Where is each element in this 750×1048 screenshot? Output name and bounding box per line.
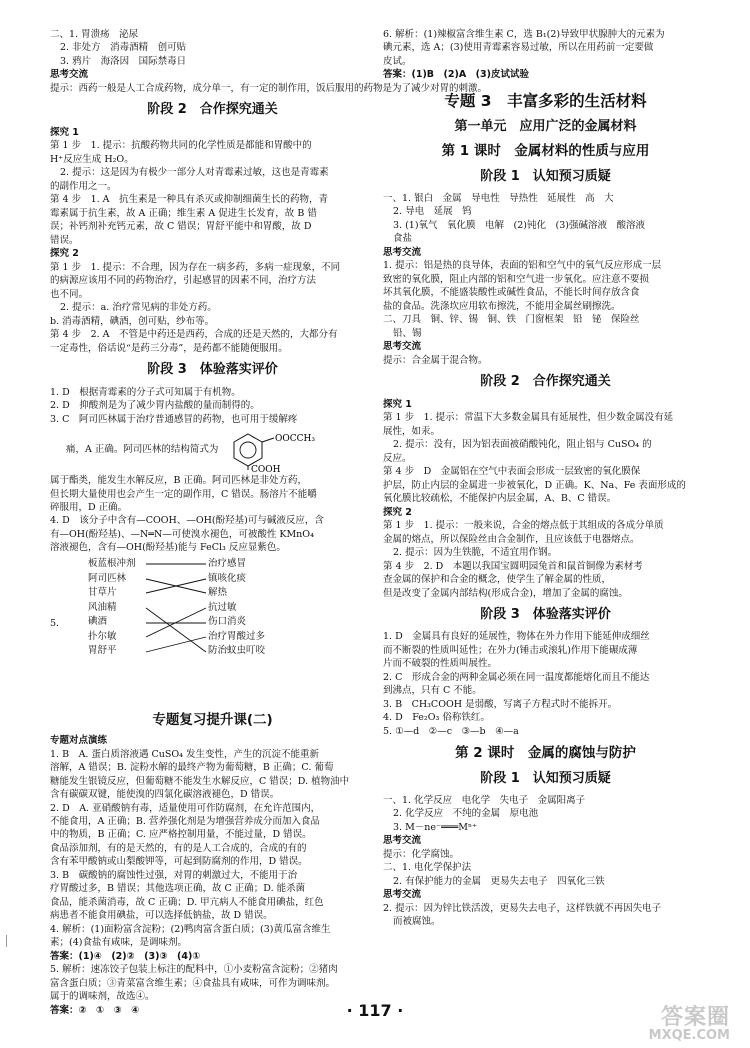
matching-diagram	[50, 557, 375, 705]
text-line: 二、刀具 铜、锌、锡 铜、铁 门窗框架 铅 铋 保险丝	[383, 314, 640, 326]
explore2-title: 探究 2	[50, 248, 79, 260]
text-line: 第 1 步 1. 提示：抗酸药物共同的化学性质是都能和胃酸中的	[50, 140, 312, 152]
text-line: 而不断裂的性质叫延性；在外力(锤击或滚轧)作用下能碾成薄	[383, 644, 638, 656]
text-line: 皮试。	[383, 55, 412, 67]
matching-box	[80, 557, 280, 705]
explore1-block	[50, 139, 375, 247]
matching-right-item: 解热	[208, 587, 228, 599]
explore1-block	[383, 411, 708, 505]
text-line: 氧化膜比较疏松，不能保护内层金属，A、B、C 错误。	[383, 493, 617, 505]
stage1b-block	[383, 794, 708, 834]
text-line: 2. 提示：a. 治疗常见病的非处方药。	[60, 302, 217, 314]
text-line: 铅、锡	[393, 327, 422, 339]
text-line: 2. 提示：没有，因为铝表面被硝酸钝化，阻止铝与 CuSO₄ 的	[393, 439, 652, 451]
text-line: 护层，防止内层的金属进一步被氧化，D 正确。K、Na、Fe 表面形成的	[383, 479, 686, 491]
text-line: 不能食用，A 正确；B. 营养强化剂是为增强营养成分而加入食品	[50, 815, 320, 827]
text-line: 的副作用之一。	[50, 180, 117, 192]
explore1-title: 探究 1	[383, 398, 412, 410]
think-text: 提示：西药一般是人工合成药物，成分单一，有一定的制作用，饭后服用的药物是为了减少对胃的刺激。	[50, 82, 488, 94]
matching-right-item: 治疗胃酸过多	[208, 630, 266, 642]
text-line: 3. M－ne⁻═══Mⁿ⁺	[393, 821, 478, 833]
think-text: 提示：化学腐蚀。	[383, 848, 460, 860]
text-line: 3. C 阿司匹林属于治疗普通感冒的药物，也可用于缓解疼	[50, 413, 298, 425]
text-line: 含有苯甲酸钠或山梨酸钾等，可起到防腐剂的作用，D 错误。	[50, 856, 308, 868]
text-line: 到沸点，只有 C 不能。	[383, 685, 482, 697]
text-line: 二、1. 胃溃疡 泌尿	[50, 29, 139, 40]
think-text: 提示：合金属于混合物。	[383, 354, 488, 366]
watermark-logo	[616, 1000, 736, 1044]
text-line: 中的物质，B 正确；C. 应严格控制用量，不能过量，D 错误。	[50, 829, 312, 841]
text-line: 4. D 该分子中含有—COOH、—OH(酚羟基)可与碱液反应，含	[50, 515, 324, 527]
matching-left-item: 板蓝根冲剂	[88, 557, 136, 569]
answer-line: 答案：(1)④ (2)② (3)③ (4)①	[50, 950, 201, 962]
text-line: 第 4 步 1. A 抗生素是一种具有杀灭或抑制细菌生长的药物，青	[50, 194, 329, 206]
text-line: 食盐	[393, 233, 413, 245]
text-line: 坏其氧化膜，不能盛装酸性或碱性食品，不能长时间存放含食	[383, 287, 640, 299]
text-line: 5. 解析：速冻饺子包装上标注的配料中，①小麦粉富含淀粉；②猪肉	[50, 964, 338, 976]
text-line: 查金属的保护和合金的概念，使学生了解金属的性质，	[383, 574, 612, 586]
text-line: 霉素属于抗生素，故 A 正确；维生素 A 促进生长发育，故 B 错	[50, 207, 317, 219]
text-line: 2. D A. 亚硝酸钠有毒，适量使用可作防腐剂，在允许范围内，	[50, 802, 321, 814]
matching-right-item: 伤口消炎	[208, 616, 247, 628]
matching-left-item: 风油精	[88, 601, 117, 613]
unit-heading: 第一单元 应用广泛的金属材料	[454, 118, 637, 134]
stage1-heading: 阶段 1 认知预习质疑	[480, 168, 611, 184]
text-line: 碘元素，选 A；(3)使用青霉素容易过敏，所以在用药前一定要做	[383, 42, 654, 54]
text-line: 3. B CH₃COOH 是弱酸，写离子方程式时不能拆开。	[383, 698, 618, 710]
think-title: 思考交流	[383, 889, 422, 901]
text-line: 错误。	[50, 234, 79, 246]
text-line: 一、1. 银白 金属 导电性 导热性 延展性 高 大	[383, 193, 614, 204]
text-line: 一定毒性，俗话说“是药三分毒”，是药都不能随便服用。	[50, 342, 288, 354]
text-line: 疗胃酸过多，B 错误；其他选项正确，故 C 正确；D. 能杀菌	[50, 883, 306, 895]
text-line: b. 消毒酒精，碘酒，创可贴，纱布等。	[50, 315, 215, 327]
think-title: 思考交流	[383, 835, 422, 847]
text-line: 含有碳碳双键，能使溴的四氯化碳溶液褪色，D 错误。	[50, 789, 280, 801]
text-line: 一、1. 化学反应 电化学 失电子 金属阳离子	[383, 794, 586, 806]
matching-left-item: 阿司匹林	[88, 572, 127, 584]
text-line: 但长期大量使用也会产生一定的副作用，C 错误。肠溶片不能嚼	[50, 488, 317, 500]
text-line: 3. (1)氧气 氧化膜 电解 (2)钝化 (3)强碱溶液 酸溶液	[393, 219, 645, 231]
text-line: 盐的食品。洗涤坎应用软布擦洗，不能用金属丝刷擦洗。	[383, 300, 621, 312]
text-line: 但是改变了金属内部结构(形成合金)，增加了金属的腐蚀。	[383, 587, 628, 599]
explore2-block	[383, 519, 708, 600]
stage2-heading: 阶段 2 合作探究通关	[147, 102, 278, 118]
text-line: 5. ①—d ②—c ③—b ④—a	[383, 725, 519, 737]
stage3-heading: 阶段 3 体验落实评价	[147, 362, 278, 378]
text-line: 2. D 抑酸剂是为了减少胃内盐酸的量而制得的。	[50, 400, 260, 412]
text-line: 1. D 金属具有良好的延展性，物体在外力作用下能延伸成细丝	[383, 631, 650, 643]
stage3-block-b	[50, 474, 375, 555]
text-line: 第 4 步 2. A 不管是中药还是西药，合成的还是天然的，大都分有	[50, 329, 338, 341]
matching-right-list	[208, 557, 265, 659]
text-line: 第 1 步 1. 提示：常温下大多数金属具有延展性，但少数金属没有延	[383, 412, 674, 424]
question-number: 5.	[50, 617, 60, 629]
review-block	[50, 748, 375, 950]
text-line: 糖能发生银镜反应，但葡萄糖不能发生水解反应，C 错误；D. 植物油中	[50, 775, 350, 787]
text-line: 富含蛋白质；③青菜富含维生素；④食盐具有咸味，可作为调味剂。	[50, 977, 336, 989]
struct-substituent-1: OOCCH₃	[275, 434, 316, 445]
think-title: 思考交流	[383, 246, 422, 258]
aspirin-structure	[50, 428, 375, 476]
text-line: 2. 提示：因为生铁脆，不适宜用作钢。	[393, 547, 558, 559]
text-line: 2. 导电 延展 钨	[393, 206, 472, 218]
text-line: 溶液褪色，含有—OH(酚羟基)能与 FeCl₃ 反应显紫色。	[50, 542, 286, 554]
review-title: 专题对点演练	[50, 735, 108, 747]
text-line: 致密的氧化膜，阻止内部的铝和空气进一步氧化。应注意不要损	[383, 273, 650, 285]
text-line: 第 1 步 1. 提示：不合理，因为存在一病多药，多病一症现象，不同	[50, 261, 341, 273]
text-line: 金属的熔点，所以保险丝由合金制作，且应该低于电器熔点。	[383, 533, 640, 545]
text-line: 二、1. 电化学保护法	[383, 862, 472, 874]
text-line: 2. C 形成合金的两种金属必须在同一温度都能熔化而且不能达	[383, 671, 650, 683]
text-line: 4. D Fe₂O₃ 俗称铁红。	[383, 712, 490, 724]
lesson1-heading: 第 1 课时 金属材料的性质与应用	[441, 143, 650, 160]
text-line: 第 1 步 1. 提示：一般来说，合金的熔点低于其组成的各成分单质	[383, 520, 664, 532]
right-column	[383, 28, 708, 929]
stage1b-heading: 阶段 1 认知预习质疑	[480, 770, 611, 786]
stage3-heading: 阶段 3 体验落实评价	[480, 607, 611, 623]
text-line: 2. 有保护能力的金属 更易失去电子 四氧化三铁	[393, 875, 605, 887]
text-line: 食品添加剂，有的是天然的，有的是人工合成的，合成的有的	[50, 842, 307, 854]
text-line: 4. 解析：(1)面粉富含淀粉；(2)鸭肉富含蛋白质；(3)黄瓜富含维生	[50, 923, 331, 935]
text-line: 2. 非处方 消毒酒精 创可贴	[60, 42, 187, 54]
text-line: H⁺反应生成 H₂O。	[50, 153, 134, 165]
text-line: 反应。	[383, 452, 412, 464]
explore2-title: 探究 2	[383, 506, 412, 518]
page-number: · 117 ·	[346, 1001, 404, 1020]
matching-left-item: 胃舒平	[88, 645, 117, 657]
q5-block	[50, 963, 375, 1003]
text-line: 1. 提示：铝是热的良导体，表面的铝和空气中的氧气反应形成一层	[383, 260, 662, 272]
text-line: 6. 解析：(1)辣椒富含维生素 C，选 B₁(2)导致甲状腺肿大的元素为	[383, 29, 665, 40]
topic-heading: 专题 3 丰富多彩的生活材料	[444, 91, 647, 110]
matching-left-item: 扑尔敏	[88, 630, 117, 642]
text-line: 碎服用，D 正确。	[50, 501, 128, 513]
lesson2-heading: 第 2 课时 金属的腐蚀与防护	[455, 745, 636, 762]
text-line: 属于的调味剂，故选④。	[50, 991, 155, 1003]
top-block	[383, 28, 708, 68]
text-line: 误；补钙剂补充钙元素，故 C 错误；胃舒平能中和胃酸，故 D	[50, 221, 312, 233]
mid-block	[383, 861, 708, 888]
text-line: 1. D 根据青霉素的分子式可知属于有机物。	[50, 386, 241, 398]
text-line: 的病源应该用不同的药物治疗，引起感冒的因素不同，治疗方法	[50, 275, 317, 287]
pre-lines	[50, 28, 375, 68]
stage2-heading: 阶段 2 合作探究通关	[480, 374, 611, 390]
watermark-text: 答案圈	[660, 1005, 730, 1030]
think-title: 思考交流	[383, 341, 422, 353]
text-line: 也不同。	[50, 288, 89, 300]
margin-tick	[6, 935, 11, 947]
text-line: 第 4 步 2. D 本题以我国宝圆明园兔首和鼠首铜像为素材考	[383, 560, 643, 572]
text-line: 3. 鸦片 海洛因 国际禁毒日	[60, 55, 187, 67]
explore1-title: 探究 1	[50, 126, 79, 138]
stage3-block	[383, 630, 708, 738]
text-line: 2. 提示：因为锌比铁活泼，更易失去电子，这样铁就不再因失电子	[383, 902, 662, 914]
explore2-block	[50, 261, 375, 355]
matching-right-item: 抗过敏	[208, 601, 237, 613]
text-line: 素；(4)食盐有咸味，是调味剂。	[50, 937, 187, 949]
matching-left-list	[88, 557, 136, 659]
think-title: 思考交流	[50, 69, 89, 81]
matching-right-item: 镇咳化痰	[208, 572, 247, 584]
matching-left-item: 甘草片	[88, 587, 117, 599]
matching-left-item: 碘酒	[88, 616, 108, 628]
review-heading: 专题复习提升课(二)	[152, 711, 273, 728]
text-line: 食品，能杀菌消毒，故 C 正确；D. 甲亢病人不能食用碘盐，红色	[50, 896, 324, 908]
text-line: 有—OH(酚羟基)、—N═N—可使溴水褪色，可被酸性 KMnO₄	[50, 528, 314, 540]
think4-block	[383, 902, 708, 929]
matching-right-item: 防治蚊虫叮咬	[208, 645, 266, 657]
text-line: 溶解，A 错误；B. 淀粉水解的最终产物为葡萄糖，B 正确；C. 葡萄	[50, 762, 334, 774]
text-line: 3. B 碳酸钠的腐蚀性过强，对胃的刺激过大，不能用于治	[50, 869, 298, 881]
stage3-block	[50, 386, 375, 426]
text-line: 片而不破裂的性质叫展性。	[383, 658, 498, 670]
answer-line: 答案：(1)B (2)A (3)皮试试验	[383, 69, 529, 81]
matching-right-item: 治疗感冒	[208, 557, 247, 569]
text-line: 病患者不能食用碘盐，可以选择低钠盐，故 D 错误。	[50, 910, 273, 922]
watermark-url: MXQE.COM	[648, 1028, 730, 1043]
text-line: 1. B A. 蛋白质溶液遇 CuSO₄ 发生变性，产生的沉淀不能重新	[50, 748, 319, 760]
answer-line: 答案：② ① ③ ④	[50, 1004, 140, 1016]
text-line: 属于酯类，能发生水解反应，B 正确。阿司匹林是非处方药，	[50, 475, 308, 487]
text-line: 2. 化学反应 不纯的金属 原电池	[393, 808, 539, 820]
benzene-ring-diagram	[218, 428, 338, 476]
text-line: 展性，如汞。	[383, 425, 441, 437]
text-line: 第 4 步 D 金属铝在空气中表面会形成一层致密的氧化膜保	[383, 466, 641, 478]
text-line: 2. 提示：这是因为有极少一部分人对青霉素过敏，这也是青霉素	[60, 167, 329, 179]
struct-substituent-2: COOH	[251, 465, 281, 476]
think1-block	[383, 259, 708, 340]
stage1-block	[383, 192, 708, 246]
struct-prefix: 痛，A 正确。阿司匹林的结构简式为	[66, 444, 219, 456]
text-line: 而被腐蚀。	[393, 916, 441, 928]
